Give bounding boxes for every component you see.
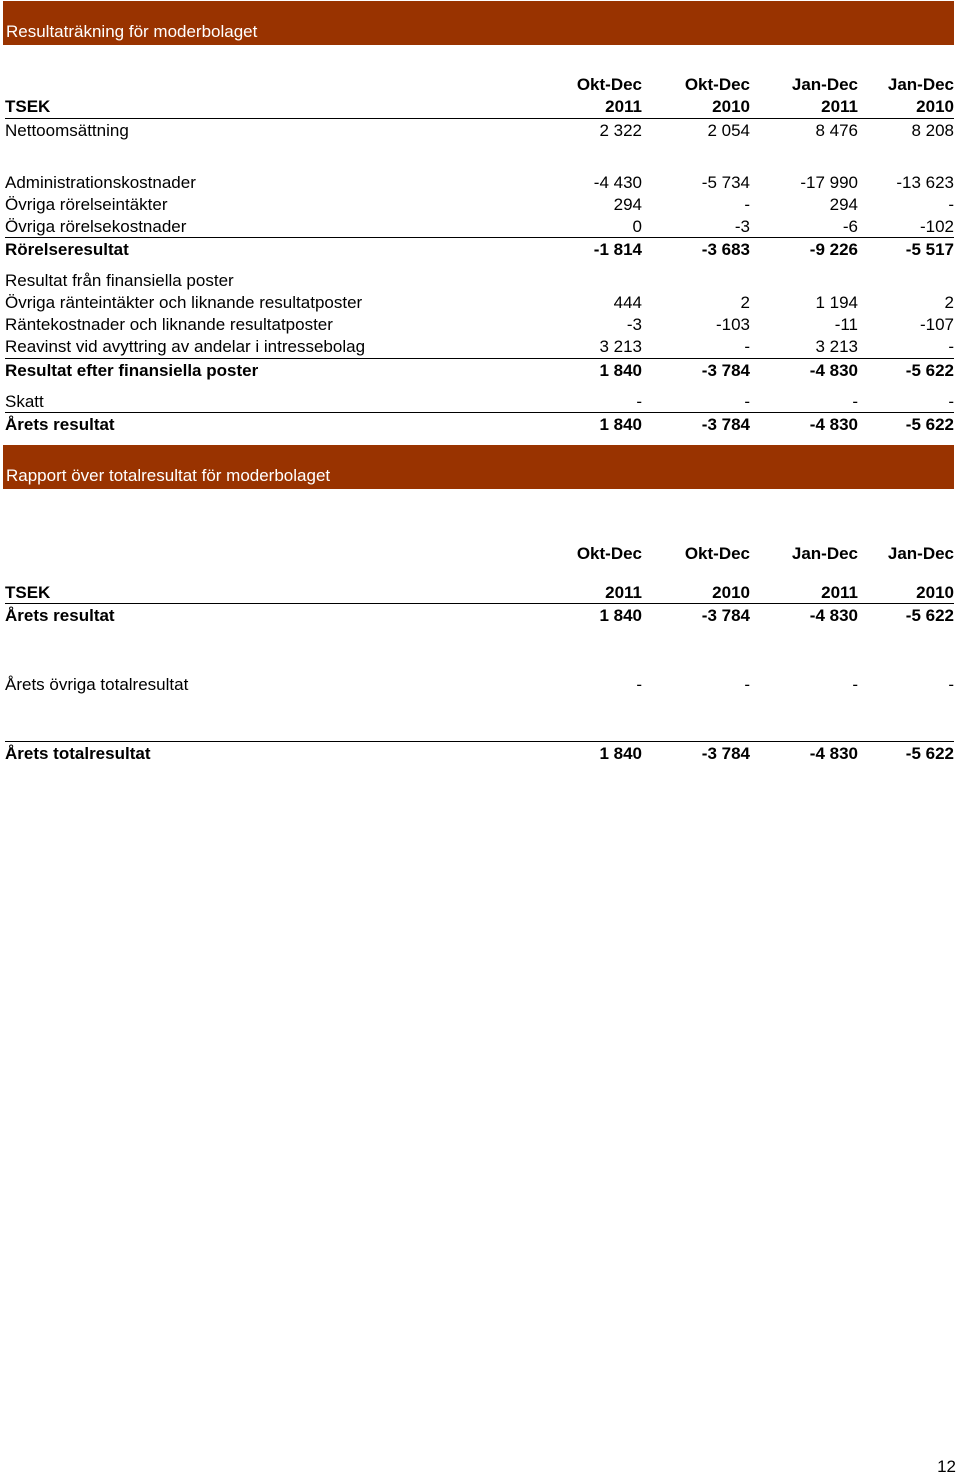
cell: 1 840 [599,415,642,434]
cell: 3 213 [815,337,858,356]
cell: 8 476 [815,121,858,140]
cell: -4 830 [809,361,858,380]
cell: - [744,675,750,694]
cell: -103 [715,315,750,334]
divider [5,741,954,742]
table-header-periods [5,74,954,96]
table-row [5,674,954,696]
divider [5,237,954,238]
cell: -3 784 [701,361,750,380]
row-label: Räntekostnader och liknande resultatposter [5,315,333,334]
cell: -3 784 [701,415,750,434]
col-year: 2011 [605,583,642,602]
table-row [5,605,954,627]
cell: -102 [919,217,954,236]
cell: 1 840 [599,744,642,763]
cell: - [948,392,954,411]
cell: -5 622 [905,415,954,434]
row-label: Reavinst vid avyttring av andelar i intressebolag [5,337,366,356]
col-period: Okt-Dec [684,75,750,94]
cell: 0 [632,217,642,236]
cell: -5 517 [905,240,954,259]
cell: -4 830 [809,606,858,625]
cell: 2 322 [599,121,642,140]
table-row-subtotal [5,239,954,261]
row-label: Rörelseresultat [5,240,129,259]
col-year: 2010 [712,97,750,116]
cell: 8 208 [911,121,954,140]
row-label: Resultat från finansiella poster [5,271,234,290]
row-label: Administrationskostnader [5,173,196,192]
cell: -3 [626,315,642,334]
table-row [5,314,954,336]
col-year: 2011 [821,97,858,116]
row-label: Årets totalresultat [5,744,151,763]
cell: - [744,195,750,214]
cell: -5 622 [905,606,954,625]
cell: -5 622 [905,361,954,380]
cell: -17 990 [800,173,858,192]
cell: - [948,675,954,694]
cell: 1 840 [599,361,642,380]
cell: -3 683 [701,240,750,259]
table-row [5,120,954,142]
cell: -5 622 [905,744,954,763]
cell: -5 734 [701,173,750,192]
col-period: Jan-Dec [887,544,954,563]
row-label: Årets resultat [5,606,115,625]
divider [5,118,954,119]
col-period: Okt-Dec [684,544,750,563]
cell: -1 814 [593,240,642,259]
section-title: Rapport över totalresultat för moderbolaget [6,466,331,485]
section-banner-comprehensive-income [3,445,954,489]
cell: - [744,392,750,411]
col-period: Okt-Dec [576,75,642,94]
cell: 444 [613,293,642,312]
table-row [5,292,954,314]
cell: -9 226 [809,240,858,259]
cell: - [636,392,642,411]
unit-label: TSEK [5,97,51,116]
section-banner-income-statement [3,1,954,45]
table-row [5,391,954,413]
cell: -6 [842,217,858,236]
table-row [5,172,954,194]
cell: -3 784 [701,606,750,625]
section-title: Resultaträkning för moderbolaget [6,22,258,41]
table-row-total [5,414,954,436]
cell: - [744,337,750,356]
cell: - [852,392,858,411]
col-period: Okt-Dec [576,544,642,563]
col-year: 2010 [916,583,954,602]
row-label: Resultat efter finansiella poster [5,361,259,380]
row-label: Övriga rörelseintäkter [5,195,168,214]
cell: 294 [613,195,642,214]
divider [5,603,954,604]
divider [5,358,954,359]
cell: -4 430 [593,173,642,192]
row-label: Årets övriga totalresultat [5,675,189,694]
table-row-total [5,743,954,765]
table-row [5,336,954,358]
cell: 2 [740,293,750,312]
cell: - [636,675,642,694]
cell: -13 623 [896,173,954,192]
cell: 1 840 [599,606,642,625]
unit-label: TSEK [5,583,51,602]
row-label: Övriga rörelsekostnader [5,217,187,236]
table-row-heading [5,270,954,292]
cell: 2 [944,293,954,312]
col-year: 2011 [821,583,858,602]
cell: -4 830 [809,415,858,434]
cell: 294 [829,195,858,214]
table-row-subtotal [5,360,954,382]
col-year: 2011 [605,97,642,116]
col-period: Jan-Dec [791,544,858,563]
divider [5,412,954,413]
row-label: Nettoomsättning [5,121,129,140]
cell: -11 [834,315,858,334]
cell: 1 194 [815,293,858,312]
col-year: 2010 [712,583,750,602]
cell: -4 830 [809,744,858,763]
row-label: Skatt [5,392,44,411]
cell: -3 [734,217,750,236]
cell: 2 054 [707,121,750,140]
col-year: 2010 [916,97,954,116]
table-header-years [5,96,954,118]
cell: 3 213 [599,337,642,356]
table-header-years [5,582,954,604]
table-row [5,216,954,238]
cell: - [948,337,954,356]
col-period: Jan-Dec [791,75,858,94]
page-number: 12 [937,1457,956,1476]
row-label: Övriga ränteintäkter och liknande resultatposter [5,293,363,312]
col-period: Jan-Dec [887,75,954,94]
row-label: Årets resultat [5,415,115,434]
cell: - [852,675,858,694]
cell: -3 784 [701,744,750,763]
cell: - [948,195,954,214]
cell: -107 [919,315,954,334]
table-row [5,194,954,216]
table-header-periods [5,543,954,565]
